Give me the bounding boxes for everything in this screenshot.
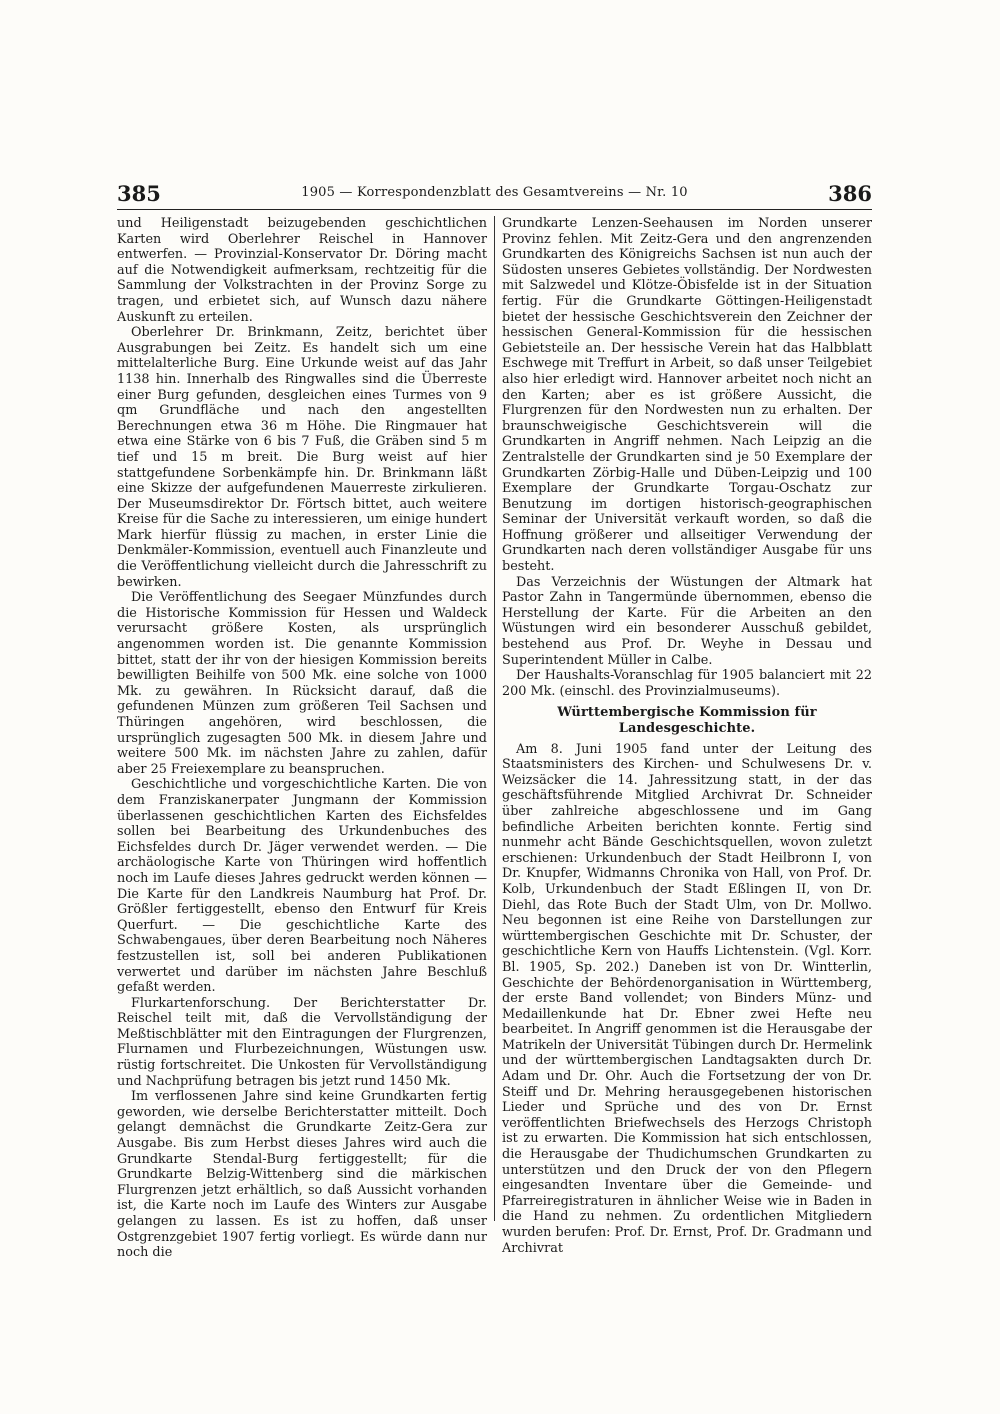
section-heading: Württembergische Kommission für Landesgeschichte. [557, 705, 817, 736]
column-divider [494, 216, 495, 1221]
paragraph: Oberlehrer Dr. Brinkmann, Zeitz, berichtet über Ausgrabungen bei Zeitz. Es handelt sich um eine mittelalterliche Burg. Eine Urkunde weist auf das Jahr 1138 hin. Innerhalb des Ringwalles sind die Überreste einer Burg gefunden, desgleichen eines Turmes von 9 qm Grundfläche und nach den angestellten Berechnungen etwa 36 m Höhe. Die Ringmauer hat etwa eine Stärke von 6 bis 7 Fuß, die Gräben sind 5 m tief und 15 m breit. Die Burg weist auf hier stattgefundene Sorbenkämpfe hin. Dr. Brinkmann läßt eine Skizze der aufgefundenen Mauerreste zirkulieren. Der Museumsdirektor Dr. Förtsch bittet, auch weitere Kreise für die Sache zu interessieren, um einige hundert Mark hierfür flüssig zu machen, in erster Linie die Denkmäler-Kommission, eventuell auch Finanzleute und die Veröffentlichung vielleicht durch die Jahresschrift zu bewirken. [117, 325, 487, 590]
right-column [502, 216, 872, 1256]
paragraph: Die Veröffentlichung des Seegaer Münzfundes durch die Historische Kommission für Hessen und Waldeck verursacht größere Kosten, als ursprünglich angenommen worden ist. Die genannte Kommission bittet, statt der ihr von der hiesigen Kommission bereits bewilligten Beihilfe von 500 Mk. eine solche von 1000 Mk. zu gewähren. In Rücksicht darauf, daß die gefundenen Münzen zum größeren Teil Sachsen und Thüringen angehören, wird beschlossen, die ursprünglich zugesagten 500 Mk. in diesem Jahre und weitere 500 Mk. im nächsten Jahre zu zahlen, dafür aber 25 Freiexemplare zu beanspruchen. [117, 590, 487, 777]
paragraph: Der Haushalts-Voranschlag für 1905 balanciert mit 22 200 Mk. (einschl. des Provinzialmuseums). [502, 668, 872, 699]
paragraph: Am 8. Juni 1905 fand unter der Leitung des Staatsministers des Kirchen- und Schulwesens Dr. v. Weizsäcker die 14. Jahressitzung statt, in der das geschäftsführende Mitglied Archivrat Dr. Schneider über zahlreiche abgeschlossene und im Gang befindliche Arbeiten berichten konnte. Fertig sind nunmehr acht Bände Geschichtsquellen, wovon zuletzt erschienen: Urkundenbuch der Stadt Heilbronn I, von Dr. Knupfer, Widmanns Chronika von Hall, von Prof. Dr. Kolb, Urkundenbuch der Stadt Eßlingen II, von Dr. Diehl, das Rote Buch der Stadt Ulm, von Dr. Mollwo. Neu begonnen ist eine Reihe von Darstellungen zur württembergischen Geschichte mit Dr. Schuster, der geschichtliche Kern von Hauffs Lichtenstein. (Vgl. Korr. Bl. 1905, Sp. 202.) Daneben ist von Dr. Wintterlin, Geschichte der Behördenorganisation in Württemberg, der erste Band vollendet; von Binders Münz- und Medaillenkunde hat Dr. Ebner zwei Hefte neu bearbeitet. In Angriff genommen ist die Herausgabe der Matrikeln der Universität Tübingen durch Dr. Hermelink und der württembergischen Landtagsakten durch Dr. Adam und Dr. Ohr. Auch die Fortsetzung der von Dr. Steiff und Dr. Mehring herausgegebenen historischen Lieder und Sprüche und des von Dr. Ernst veröffentlichten Briefwechsels des Herzogs Christoph ist zu erwarten. Die Kommission hat sich entschlossen, die Herausgabe der Thudichumschen Grundkarten zu unterstützen und den Druck der von den Pflegern eingesandten Inventare über die Gemeinde- und Pfarreiregistraturen in ähnlicher Weise wie in Baden in die Hand zu nehmen. Zu ordentlichen Mitgliedern wurden berufen: Prof. Dr. Ernst, Prof. Dr. Gradmann und Archivrat [502, 741, 872, 1256]
paragraph: Geschichtliche und vorgeschichtliche Karten. Die von dem Franziskanerpater Jungmann der Kommission überlassenen geschichtlichen Karten des Eichsfeldes sollen bei Bearbeitung des Urkundenbuches des Eichsfeldes durch Dr. Jäger verwendet werden. — Die archäologische Karte von Thüringen wird hoffentlich noch im Laufe dieses Jahres gedruckt werden können — Die Karte für den Landkreis Naumburg hat Prof. Dr. Größler fertiggestellt, ebenso den Entwurf für Kreis Querfurt. — Die geschichtliche Karte des Schwabengaues, über deren Bearbeitung noch Näheres festzustellen ist, soll bei anderen Publikationen verwertet und darüber im nächsten Jahre Beschluß gefaßt werden. [117, 777, 487, 996]
paragraph: Grundkarte Lenzen-Seehausen im Norden unserer Provinz fehlen. Mit Zeitz-Gera und den angrenzenden Grundkarten des Königreichs Sachsen ist nun auch der Südosten unseres Gebietes vollständig. Der Nordwesten mit Salzwedel und Klötze-Öbisfelde ist in der Situation fertig. Für die Grundkarte Göttingen-Heiligenstadt bietet der hessische Geschichtsverein den Zeichner der hessischen General-Kommission für die hessischen Gebietsteile an. Der hessische Verein hat das Halbblatt Eschwege mit Treffurt in Arbeit, so daß unser Teilgebiet also hier erledigt wird. Hannover arbeitet noch nicht an den Karten; aber es ist größere Aussicht, die Flurgrenzen für den Nordwesten nun zu erhalten. Der braunschweigische Geschichtsverein will die Grundkarten in Angriff nehmen. Nach Leipzig an die Zentralstelle der Grundkarten sind je 50 Exemplare der Grundkarten Zörbig-Halle und Düben-Leipzig und 100 Exemplare der Grundkarte Torgau-Oschatz zur Benutzung im dortigen historisch-geographischen Seminar der Universität verkauft worden, so daß die Hoffnung größerer und allseitiger Verwendung der Grundkarten nach deren vollständiger Ausgabe für uns besteht. [502, 216, 872, 575]
page-number-right: 386 [828, 181, 872, 206]
paragraph: und Heiligenstadt beizugebenden geschichtlichen Karten wird Oberlehrer Reischel in Hannover entwerfen. — Provinzial-Konservator Dr. Döring macht auf die Notwendigkeit aufmerksam, rechtzeitig für die Sammlung der Volkstrachten in der Provinz Sorge zu tragen, und erbietet sich, auf Wunsch dazu nähere Auskunft zu erteilen. [117, 216, 487, 325]
page-number-left: 385 [117, 181, 161, 206]
paragraph: Das Verzeichnis der Wüstungen der Altmark hat Pastor Zahn in Tangermünde übernommen, ebenso die Herstellung der Karte. Für die Arbeiten an den Wüstungen wird ein besonderer Ausschuß gebildet, bestehend aus Prof. Dr. Weyhe in Dessau und Superintendent Müller in Calbe. [502, 574, 872, 668]
header-rule [117, 209, 872, 210]
paragraph: Im verflossenen Jahre sind keine Grundkarten fertig geworden, wie derselbe Berichterstatter mitteilt. Doch gelangt demnächst die Grundkarte Zeitz-Gera zur Ausgabe. Bis zum Herbst dieses Jahres wird auch die Grundkarte Stendal-Burg fertiggestellt; für die Grundkarte Belzig-Wittenberg sind die märkischen Flurgrenzen jetzt erhältlich, so daß Aussicht vorhanden ist, die Karte noch im Laufe des Winters zur Ausgabe gelangen zu lassen. Es ist zu hoffen, daß unser Ostgrenzgebiet 1907 fertig vorliegt. Es würde dann nur noch die [117, 1089, 487, 1261]
running-title: 1905 — Korrespondenzblatt des Gesamtvereins — Nr. 10 [301, 185, 688, 200]
page-header [117, 181, 872, 207]
left-column [117, 216, 487, 1261]
paragraph: Flurkartenforschung. Der Berichterstatter Dr. Reischel teilt mit, daß die Vervollständigung der Meßtischblätter mit den Eintragungen der Flurgrenzen, Flurnamen und Flurbezeichnungen, Wüstungen usw. rüstig fortschreitet. Die Unkosten für Vervollständigung und Nachprüfung betragen bis jetzt rund 1450 Mk. [117, 995, 487, 1089]
